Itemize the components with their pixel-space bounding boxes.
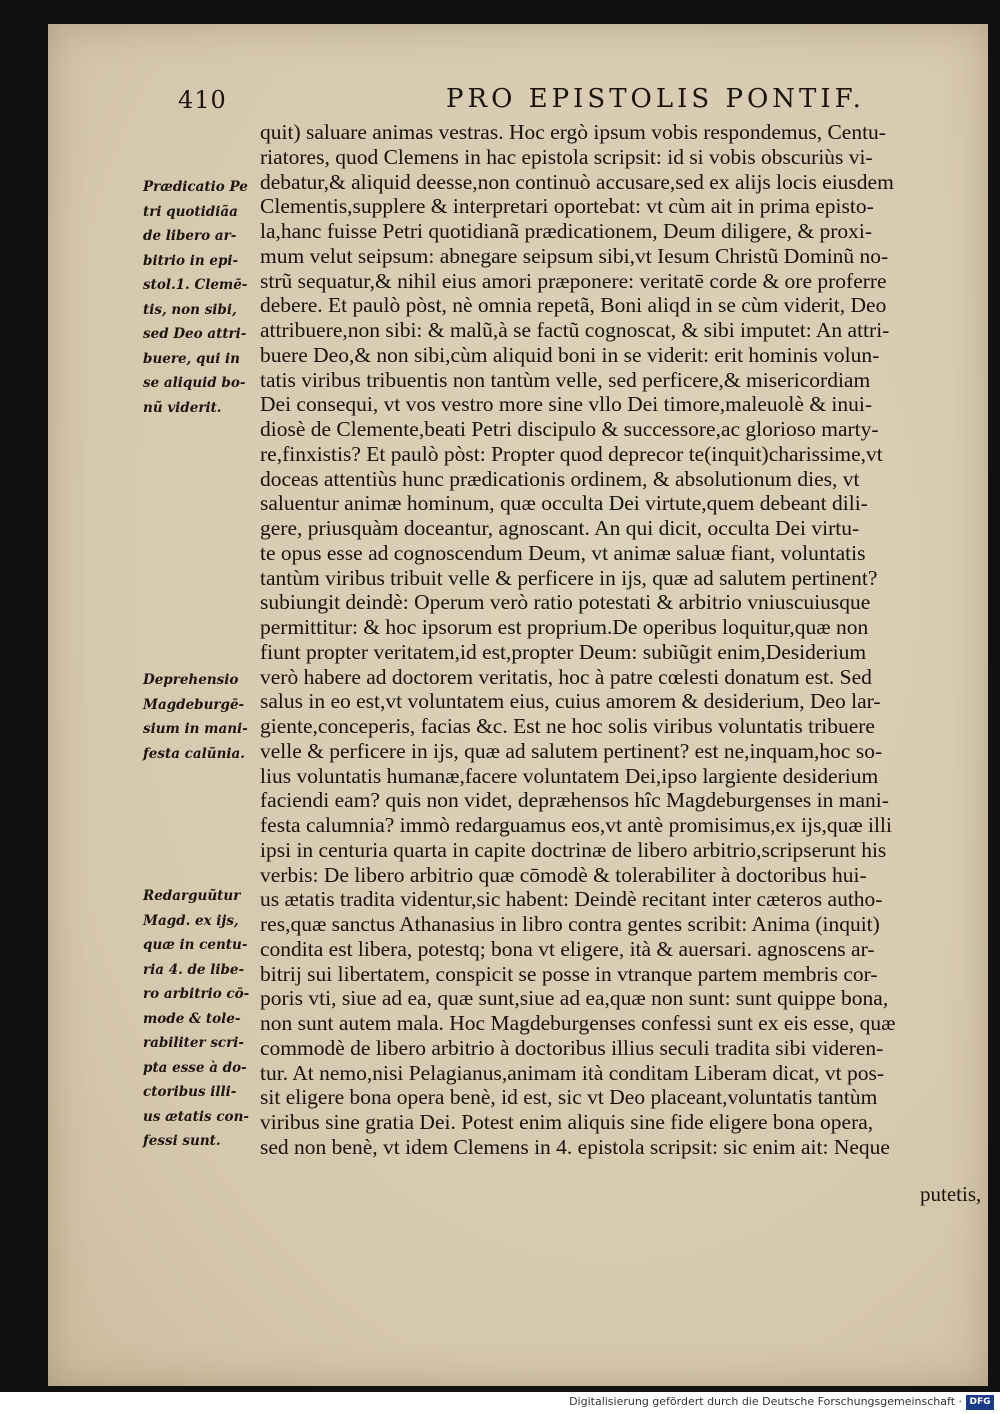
margin-note-line: Magdeburgē-	[143, 696, 245, 713]
text-line: riatores, quod Clemens in hac epistola scripsit: id si vobis obscuriùs vi-	[260, 144, 873, 169]
dfg-logo: DFG	[966, 1395, 994, 1410]
text-line: tur. At nemo,nisi Pelagianus,animam ità conditam Liberam dicat, vt pos-	[260, 1060, 884, 1085]
text-line: res,quæ sanctus Athanasius in libro contra gentes scribit: Anima (inquit)	[260, 912, 880, 936]
margin-note-line: festa calũnia.	[143, 745, 245, 762]
text-line: debatur,& aliquid deesse,non continuò accusare,sed ex alijs locis eiusdem	[260, 169, 894, 194]
text-line: condita est libera, potestq; bona vt eligere, ità & auersari. agnoscens ar-	[260, 936, 875, 961]
text-line: saluentur animæ hominum, quæ occulta Dei virtute,quem debeant dili-	[260, 491, 868, 516]
margin-note-line: fessi sunt.	[143, 1133, 221, 1149]
text-line: subiungit deindè: Operum verò ratio potestati & arbitrio vniuscuiusque	[260, 590, 871, 615]
catchword: putetis,	[920, 1182, 982, 1206]
margin-note-line: us ætatis con-	[143, 1108, 249, 1125]
margin-note-line: Magd. ex ijs,	[143, 912, 239, 929]
text-line: strũ sequatur,& nihil eius amori præponere: veritatē corde & ore proferre	[260, 268, 887, 293]
footer-bar	[0, 1392, 1000, 1414]
margin-note-line: sed Deo attri-	[143, 326, 247, 342]
margin-note-line: ro arbitrio cō-	[143, 986, 250, 1002]
text-line: verbis: De libero arbitrio quæ cōmodè & tolerabiliter à doctoribus hui-	[260, 862, 867, 887]
margin-note-line: buere, qui in	[143, 350, 240, 367]
margin-note-line: quæ in centu-	[143, 937, 248, 953]
margin-note-line: sium in mani-	[143, 721, 248, 737]
text-line: ipsi in centuria quarta in capite doctrinæ de libero arbitrio,scripserunt his	[260, 837, 887, 862]
text-line: mum velut seipsum: abnegare seipsum sibi,vt Iesum Christũ Dominũ no-	[260, 243, 889, 268]
text-line: poris vti, siue ad ea, quæ sunt,siue ad ea,quæ non sunt: sunt quippe bona,	[260, 986, 889, 1011]
text-line: permittitur: & hoc ipsorum est proprium.De operibus loquitur,quæ non	[260, 615, 869, 639]
text-line: te opus esse ad cognoscendum Deum, vt animæ saluæ fiant, voluntatis	[260, 540, 866, 565]
text-line: attribuere,non sibi: & malũ,à se factũ cognoscat, & sibi imputet: An attri-	[260, 318, 890, 342]
funding-credit: Digitalisierung gefördert durch die Deutsche Forschungsgemeinschaft ·	[569, 1395, 962, 1408]
margin-note-line: bitrio in epi-	[143, 252, 239, 269]
text-line: salus in eo est,vt voluntatem eius, cuius amorem & desiderium, Deo lar-	[260, 689, 881, 714]
text-line: faciendi eam? quis non videt, depræhensos hîc Magdeburgenses in mani-	[260, 788, 889, 813]
text-line: velle & perficere in ijs, quæ ad salutem pertinent? est ne,inquam,hoc so-	[260, 738, 883, 763]
text-line: fiunt propter veritatem,id est,propter Deum: subiũgit enim,Desiderium	[260, 639, 867, 664]
margin-note-line: Redarguũtur	[143, 888, 241, 904]
text-line: re,finxistis? Et paulò pòst: Propter quod deprecor te(inquit)charissime,vt	[260, 441, 883, 466]
margin-note-line: ria 4. de libe-	[143, 961, 245, 978]
text-line: doceas attentiùs hunc prædicationis ordinem, & absolutionum dies, vt	[260, 466, 860, 491]
margin-note-line: ctoribus illi-	[143, 1084, 237, 1100]
text-line: lius voluntatis humanæ,facere voluntatem Dei,ipso largiente desiderium	[260, 763, 879, 788]
text-line: Dei consequi, vt vos vestro more sine vllo Dei timore,maleuolè & inui-	[260, 392, 873, 417]
margin-note-line: nũ viderit.	[143, 399, 222, 416]
text-line: quit) saluare animas vestras. Hoc ergò ipsum vobis respondemus, Centu-	[260, 120, 886, 144]
text-line: festa calumnia? immò redarguamus eos,vt antè promisimus,ex ijs,quæ illi	[260, 813, 892, 837]
text-line: Clementis,supplere & interpretari oportebat: vt cùm ait in prima episto-	[260, 194, 874, 219]
text-line: commodè de libero arbitrio à doctoribus illius seculi tradita sibi videren-	[260, 1035, 884, 1060]
text-line: non sunt autem mala. Hoc Magdeburgenses confessi sunt ex eis esse, quæ	[260, 1011, 896, 1035]
margin-note-line: de libero ar-	[143, 228, 237, 244]
text-line: viribus sine gratia Dei. Potest enim aliquis sine fide eligere bona opera,	[260, 1110, 874, 1134]
text-line: debere. Et paulò pòst, nè omnia repetã, Boni aliqd in se cùm viderit, Deo	[260, 293, 887, 318]
text-line: giente,conceperis, facias &c. Est ne hoc solis viribus voluntatis tribuere	[260, 714, 875, 738]
margin-note-line: se aliquid bo-	[143, 375, 246, 391]
main-text-block	[260, 120, 988, 1160]
text-line: tatis viribus tribuentis non tantùm velle, sed perficere,& misericordiam	[260, 367, 871, 392]
margin-note-line: tri quotidiãa	[143, 203, 238, 220]
margin-note-line: stol.1. Clemē-	[143, 277, 248, 293]
text-line: bitrij sui libertatem, conspicit se posse in vtranque partem membris cor-	[260, 961, 878, 986]
margin-note-line: Prædicatio Pe	[143, 179, 248, 195]
margin-note-line: tis, non sibi,	[143, 301, 237, 318]
text-line: la,hanc fuisse Petri quotidianã prædicationem, Deum diligere, & proxi-	[260, 219, 872, 243]
text-line: sit eligere bona opera benè, id est, sic vt Deo placeant,voluntatis tantùm	[260, 1085, 878, 1110]
margin-note-line: rabiliter scri-	[143, 1035, 244, 1051]
margin-note-line: mode & tole-	[143, 1010, 241, 1027]
margin-note-line: pta esse à do-	[143, 1059, 247, 1076]
text-line: us ætatis tradita videntur,sic habent: Deindè recitant inter cæteros autho-	[260, 887, 883, 912]
text-line: sed non benè, vt idem Clemens in 4. epistola scripsit: sic enim ait: Neque	[260, 1134, 890, 1159]
text-line: verò habere ad doctorem veritatis, hoc à patre cœlesti donatum est. Sed	[260, 664, 872, 689]
page-number: 410	[178, 86, 227, 114]
text-line: tantùm viribus tribuit velle & perficere in ijs, quæ ad salutem pertinent?	[260, 565, 878, 590]
text-line: buere Deo,& non sibi,cùm aliquid boni in se viderit: erit hominis volun-	[260, 342, 880, 367]
text-line: diosè de Clemente,beati Petri discipulo & successore,ac glorioso marty-	[260, 417, 879, 441]
running-head: PRO EPISTOLIS PONTIF.	[446, 84, 865, 114]
text-line: gere, priusquàm doceantur, agnoscant. An qui dicit, occulta Dei virtu-	[260, 516, 860, 540]
margin-note-line: Deprehensio	[143, 672, 239, 688]
